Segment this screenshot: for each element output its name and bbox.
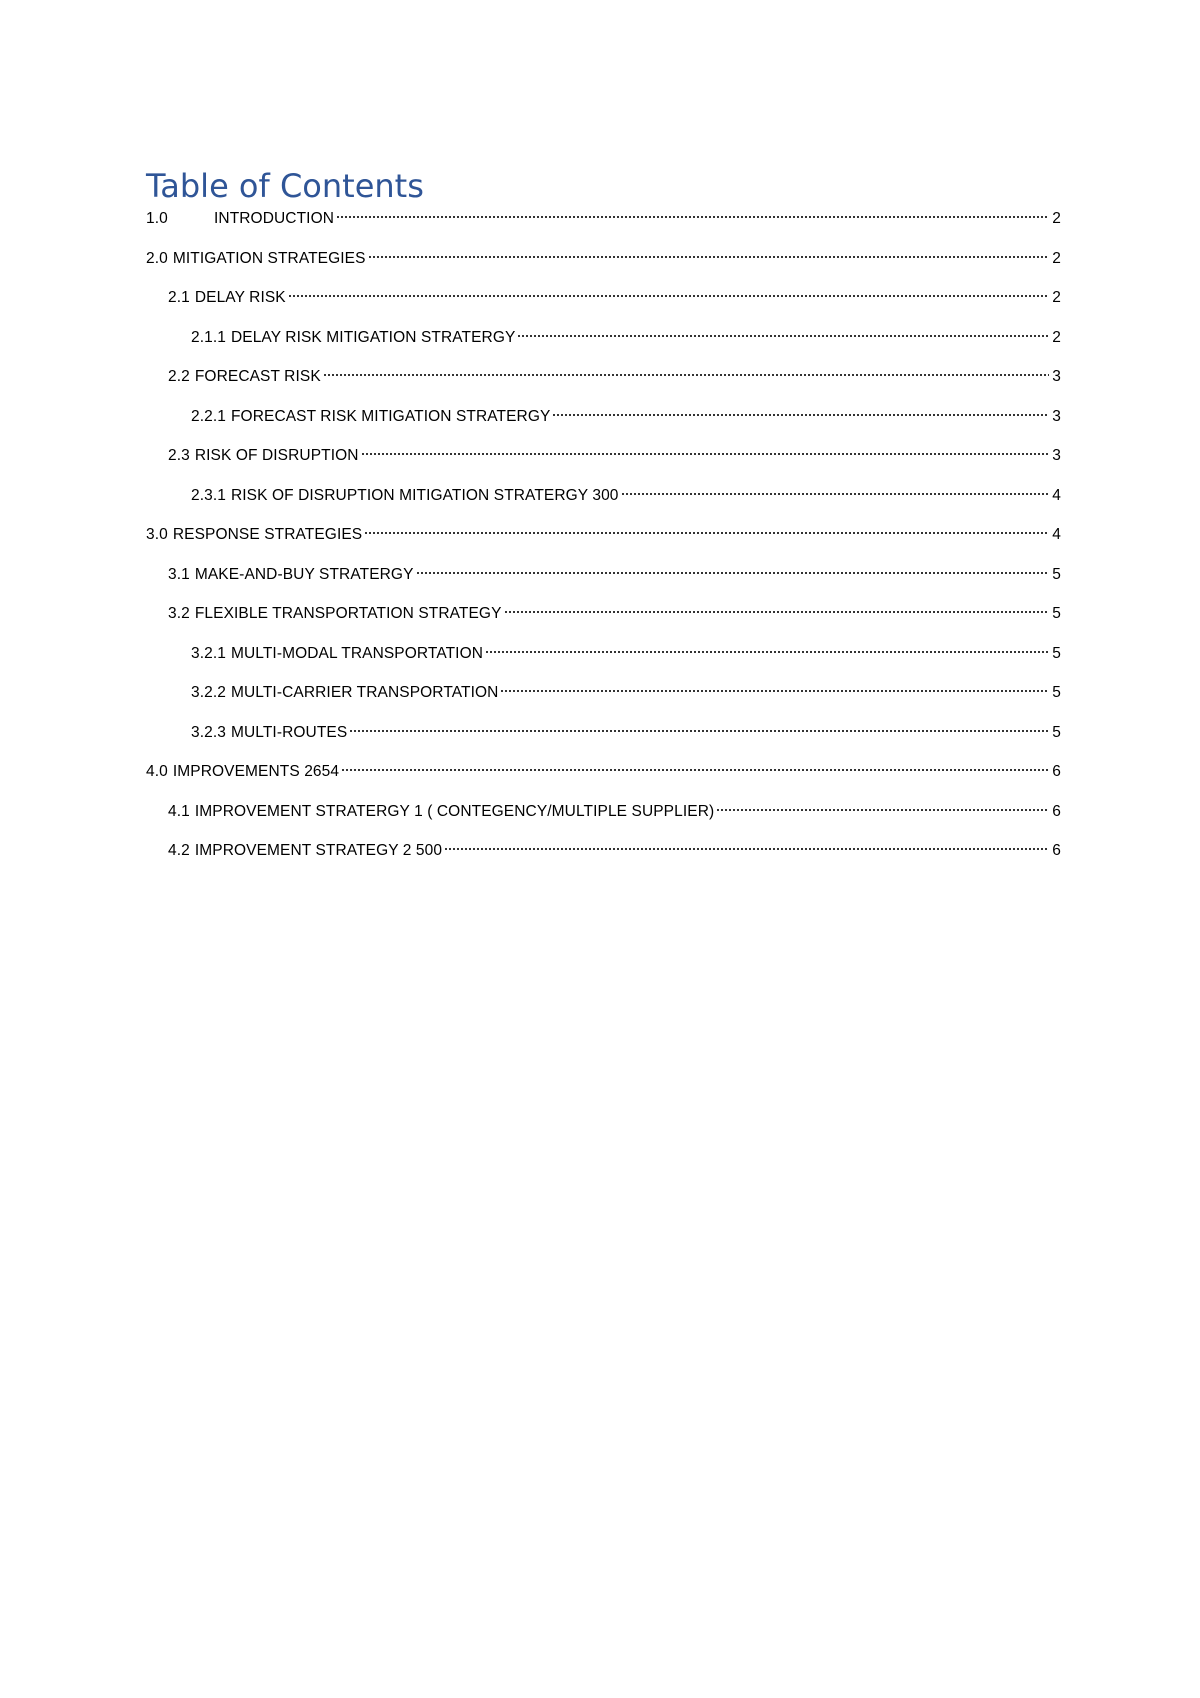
- toc-entry-page-number: 2: [1052, 328, 1061, 346]
- toc-entry-page-number: 5: [1052, 565, 1061, 583]
- toc-entry-page-number: 6: [1052, 842, 1061, 859]
- toc-entry[interactable]: [146, 327, 1061, 367]
- toc-entry-number: 2.3: [168, 447, 190, 464]
- toc-entry-page-number: 3: [1052, 447, 1061, 464]
- toc-entry-title: DELAY RISK: [194, 289, 286, 306]
- toc-entry-page-number: 5: [1052, 605, 1061, 622]
- toc-entry-title: RISK OF DISRUPTION: [194, 447, 359, 464]
- toc-entry-title: MITIGATION STRATEGIES: [172, 249, 366, 267]
- toc-entry-title: FORECAST RISK MITIGATION STRATERGY: [230, 407, 551, 425]
- toc-entry-title: MULTI-ROUTES: [230, 723, 348, 741]
- toc-entry[interactable]: [146, 485, 1061, 525]
- toc-dot-leader: [444, 847, 1049, 851]
- toc-dot-leader: [517, 334, 1049, 338]
- toc-entry-page-number: 4: [1052, 526, 1061, 543]
- toc-dot-leader: [416, 571, 1049, 575]
- toc-dot-leader: [552, 413, 1049, 417]
- toc-entry[interactable]: [146, 682, 1061, 722]
- toc-entry-page-number: 6: [1052, 763, 1061, 780]
- toc-entry-page-number: 3: [1052, 368, 1061, 385]
- toc-entry[interactable]: [146, 208, 1061, 248]
- toc-entry[interactable]: [146, 248, 1061, 288]
- toc-entry[interactable]: [146, 564, 1061, 604]
- toc-entry-number: 4.2: [168, 842, 190, 859]
- toc-entry-title: MAKE-AND-BUY STRATERGY: [194, 565, 414, 583]
- toc-entry-title: DELAY RISK MITIGATION STRATERGY: [230, 328, 516, 346]
- toc-entry-number: 2.1.1: [191, 328, 226, 346]
- toc-dot-leader: [621, 492, 1049, 496]
- toc-entry[interactable]: [146, 761, 1061, 801]
- toc-dot-leader: [349, 729, 1049, 733]
- toc-list: [146, 208, 1061, 880]
- toc-entry-page-number: 2: [1052, 249, 1061, 267]
- toc-dot-leader: [500, 689, 1049, 693]
- toc-entry[interactable]: [146, 643, 1061, 683]
- toc-entry[interactable]: [146, 406, 1061, 446]
- toc-entry-title: IMPROVEMENT STRATEGY 2 500: [194, 842, 443, 859]
- toc-entry-title: IMPROVEMENT STRATERGY 1 ( CONTEGENCY/MULTIPLE SUPPLIER): [194, 802, 715, 820]
- toc-dot-leader: [341, 768, 1049, 772]
- toc-entry-title: IMPROVEMENTS 2654: [172, 763, 340, 780]
- toc-entry-number: 3.0: [146, 526, 168, 543]
- toc-entry[interactable]: [146, 603, 1061, 643]
- toc-entry-number: 2.3.1: [191, 486, 226, 504]
- toc-entry[interactable]: [146, 524, 1061, 564]
- toc-entry-title: RESPONSE STRATEGIES: [172, 526, 363, 543]
- toc-entry-number: 4.1: [168, 802, 190, 820]
- toc-entry-number: 2.2.1: [191, 407, 226, 425]
- table-of-contents: [146, 166, 1061, 880]
- toc-entry[interactable]: [146, 801, 1061, 841]
- toc-entry-page-number: 5: [1052, 723, 1061, 741]
- toc-entry-page-number: 5: [1052, 684, 1061, 701]
- toc-entry-title: MULTI-MODAL TRANSPORTATION: [230, 644, 484, 662]
- toc-entry-number: 2.1: [168, 289, 190, 306]
- toc-title: Table of Contents: [146, 167, 424, 205]
- toc-dot-leader: [288, 294, 1049, 298]
- toc-entry-title: FLEXIBLE TRANSPORTATION STRATEGY: [194, 605, 502, 622]
- toc-dot-leader: [716, 808, 1049, 812]
- toc-dot-leader: [504, 610, 1049, 614]
- toc-entry-number: 3.2.1: [191, 644, 226, 662]
- toc-entry-page-number: 2: [1052, 289, 1061, 306]
- toc-entry-title: MULTI-CARRIER TRANSPORTATION: [230, 684, 499, 701]
- toc-dot-leader: [485, 650, 1049, 654]
- toc-entry-number: 2.2: [168, 368, 190, 385]
- toc-entry-page-number: 3: [1052, 407, 1061, 425]
- toc-entry-number: 3.2: [168, 605, 190, 622]
- toc-entry-title: INTRODUCTION: [214, 210, 335, 227]
- toc-dot-leader: [368, 255, 1049, 259]
- toc-entry-page-number: 4: [1052, 486, 1061, 504]
- toc-dot-leader: [323, 373, 1049, 377]
- toc-entry[interactable]: [146, 445, 1061, 485]
- toc-entry-number: 1.0: [146, 210, 168, 227]
- toc-entry-page-number: 5: [1052, 644, 1061, 662]
- toc-entry-number: 4.0: [146, 763, 168, 780]
- toc-entry-title: FORECAST RISK: [194, 368, 321, 385]
- toc-entry[interactable]: [146, 366, 1061, 406]
- toc-entry-page-number: 6: [1052, 802, 1061, 820]
- toc-entry[interactable]: [146, 722, 1061, 762]
- toc-entry-number: 2.0: [146, 249, 168, 267]
- toc-entry-title: RISK OF DISRUPTION MITIGATION STRATERGY 300: [230, 486, 619, 504]
- toc-entry[interactable]: [146, 287, 1061, 327]
- toc-dot-leader: [336, 215, 1049, 219]
- toc-entry-number: 3.2.3: [191, 723, 226, 741]
- toc-entry[interactable]: [146, 840, 1061, 880]
- toc-entry-number: 3.2.2: [191, 684, 226, 701]
- toc-entry-page-number: 2: [1052, 210, 1061, 227]
- toc-entry-number: 3.1: [168, 565, 190, 583]
- toc-dot-leader: [361, 452, 1049, 456]
- toc-dot-leader: [364, 531, 1049, 535]
